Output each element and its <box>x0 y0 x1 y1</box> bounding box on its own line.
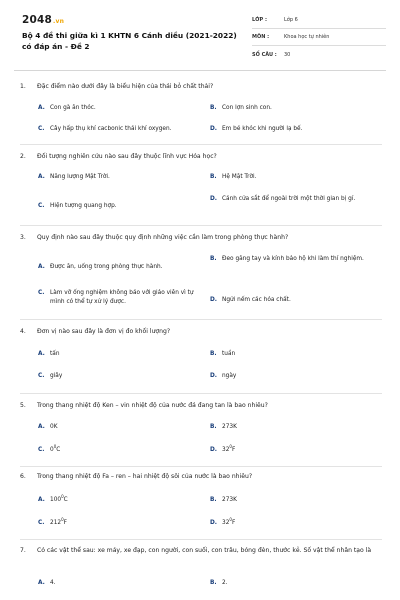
option-text: 0K <box>50 424 58 430</box>
question-text <box>20 327 380 336</box>
option-c[interactable] <box>38 372 198 381</box>
brand-suffix: .vn <box>53 18 65 25</box>
option-b[interactable] <box>210 173 382 182</box>
meta-label: MÔN : <box>252 34 270 40</box>
option-d[interactable] <box>210 125 382 134</box>
option-c[interactable] <box>38 202 198 211</box>
meta-value: 30 <box>284 51 291 58</box>
meta-row-subject <box>252 29 386 46</box>
option-letter: D. <box>210 520 218 526</box>
temperature-value: 32 <box>222 447 230 453</box>
option-c[interactable] <box>38 289 198 306</box>
option-letter: A. <box>38 497 45 503</box>
question-text <box>20 472 380 481</box>
option-letter: D. <box>210 126 218 132</box>
question-text <box>20 233 380 242</box>
document-title: Bộ 4 đề thi giữa kì 1 KHTN 6 Cánh diều (2021-2022) có đáp án - Đề 2 <box>22 31 237 51</box>
option-a[interactable] <box>38 104 198 113</box>
option-c[interactable] <box>38 446 198 455</box>
option-letter: D. <box>210 373 218 379</box>
question-number: 6. <box>20 473 26 480</box>
option-letter: A. <box>38 174 45 180</box>
option-a[interactable] <box>38 350 198 359</box>
option-text <box>50 446 198 455</box>
option-letter: C. <box>38 290 45 296</box>
temperature-unit: F <box>231 520 236 526</box>
question-text <box>20 152 380 161</box>
option-text: Hiện tượng quang hợp. <box>50 203 117 209</box>
option-text: Ngửi nếm các hóa chất. <box>222 297 291 303</box>
meta-table <box>252 12 386 63</box>
option-c[interactable] <box>38 125 198 134</box>
option-text <box>50 519 198 528</box>
question-2 <box>20 152 382 228</box>
option-text: Con lợn sinh con. <box>222 105 272 111</box>
question-divider <box>20 144 382 145</box>
brand-name: 2048 <box>22 14 53 26</box>
option-letter: A. <box>38 424 45 430</box>
option-letter: C. <box>38 126 45 132</box>
option-b[interactable] <box>210 423 382 432</box>
meta-label: LỚP : <box>252 17 267 23</box>
option-text <box>222 446 382 455</box>
meta-row-class <box>252 12 386 29</box>
question-text <box>20 546 380 555</box>
question-prompt: Có các vật thể sau: xe máy, xe đạp, con người, con suối, con trâu, bóng đèn, thước kẻ. Số vật thể nhân tạo là <box>37 547 372 554</box>
option-text: Được ăn, uống trong phòng thực hành. <box>50 264 163 270</box>
question-prompt: Trong thang nhiệt độ Fa – ren – hai nhiệt độ sôi của nước là bao nhiêu? <box>37 473 253 480</box>
option-a[interactable] <box>38 263 198 272</box>
question-divider <box>20 539 382 540</box>
option-b[interactable] <box>210 104 382 113</box>
option-text: Năng lượng Mặt Trời. <box>50 174 110 180</box>
option-text: giây <box>50 373 63 379</box>
option-text: tuần <box>222 351 236 357</box>
option-text: Cánh cửa sắt để ngoài trời một thời gian bị gỉ. <box>222 196 356 202</box>
temperature-unit: C <box>56 447 61 453</box>
degree-superscript: 0 <box>229 444 232 450</box>
option-letter: B. <box>210 105 217 111</box>
option-letter: D. <box>210 447 218 453</box>
option-b[interactable] <box>210 496 382 505</box>
option-b[interactable] <box>210 255 382 264</box>
option-letter: C. <box>38 520 45 526</box>
question-prompt: Đặc điểm nào dưới đây là biểu hiện của thái bỏ chất thải? <box>37 83 214 90</box>
option-text: 273K <box>222 424 237 430</box>
option-text: ngày <box>222 373 237 379</box>
option-text: Đeo găng tay và kính bảo hộ khi làm thí nghiệm. <box>222 256 364 262</box>
document-header <box>14 12 386 64</box>
degree-superscript: 0 <box>229 517 232 523</box>
question-7 <box>20 546 382 598</box>
question-6 <box>20 472 382 542</box>
option-d[interactable] <box>210 446 382 455</box>
option-letter: B. <box>210 497 217 503</box>
option-letter: B. <box>210 424 217 430</box>
brand-logo[interactable] <box>22 14 64 26</box>
question-prompt: Trong thang nhiệt độ Ken – vin nhiệt độ của nước đá đang tan là bao nhiêu? <box>37 402 268 409</box>
option-a[interactable] <box>38 579 198 588</box>
question-divider <box>20 225 382 226</box>
question-1 <box>20 82 382 146</box>
option-text: Làm vỡ ống nghiệm không báo với giáo viên vì tự mình có thể tự xử lý được. <box>50 290 194 305</box>
option-b[interactable] <box>210 350 382 359</box>
question-divider <box>20 466 382 467</box>
option-c[interactable] <box>38 519 198 528</box>
question-prompt: Đối tượng nghiên cứu nào sau đây thuộc lĩnh vực Hóa học? <box>37 153 217 160</box>
meta-label: SỐ CÂU : <box>252 51 277 58</box>
question-number: 4. <box>20 328 26 335</box>
header-divider <box>14 70 386 71</box>
option-b[interactable] <box>210 579 382 588</box>
meta-row-count <box>252 46 386 63</box>
temperature-value: 32 <box>222 520 230 526</box>
degree-superscript: 0 <box>61 517 64 523</box>
degree-superscript: 0 <box>61 494 64 500</box>
option-letter: A. <box>38 264 45 270</box>
option-d[interactable] <box>210 519 382 528</box>
option-letter: B. <box>210 351 217 357</box>
question-text <box>20 401 380 410</box>
option-a[interactable] <box>38 173 198 182</box>
question-number: 1. <box>20 83 26 90</box>
question-divider <box>20 393 382 394</box>
temperature-value: 100 <box>50 497 62 503</box>
meta-value: Lớp 6 <box>284 17 298 23</box>
question-prompt: Quy định nào sau đây thuộc quy định những việc cần làm trong phòng thực hành? <box>37 234 289 241</box>
option-a[interactable] <box>38 496 198 505</box>
option-letter: C. <box>38 203 45 209</box>
question-number: 2. <box>20 153 26 160</box>
question-divider <box>20 319 382 320</box>
option-letter: B. <box>210 174 217 180</box>
temperature-unit: F <box>63 520 67 526</box>
option-d[interactable] <box>210 372 382 381</box>
option-letter: C. <box>38 373 45 379</box>
option-a[interactable] <box>38 423 198 432</box>
question-number: 3. <box>20 234 26 241</box>
question-4 <box>20 327 382 395</box>
question-5 <box>20 401 382 469</box>
option-d[interactable] <box>210 195 382 204</box>
option-text: Con gà ăn thóc. <box>50 105 96 111</box>
question-number: 7. <box>20 547 26 554</box>
option-letter: D. <box>210 196 218 202</box>
option-text <box>50 496 198 505</box>
option-letter: A. <box>38 580 45 586</box>
question-prompt: Đơn vị nào sau đây là đơn vị đo khối lượng? <box>37 328 171 335</box>
degree-superscript: 0 <box>53 444 57 450</box>
question-text <box>20 82 380 91</box>
option-d[interactable] <box>210 296 382 305</box>
option-text: 2. <box>222 580 228 586</box>
option-text: 4. <box>50 580 56 586</box>
option-letter: A. <box>38 105 45 111</box>
temperature-value: 212 <box>50 520 62 526</box>
option-text: Em bé khóc khi người lạ bế. <box>222 126 303 132</box>
option-letter: D. <box>210 297 218 303</box>
option-letter: B. <box>210 256 217 262</box>
option-text: Cây hấp thụ khí cacbonic thải khí oxygen. <box>50 126 172 132</box>
option-text: tấn <box>50 351 60 357</box>
option-text <box>222 519 382 528</box>
option-letter: A. <box>38 351 45 357</box>
temperature-unit: C <box>63 497 68 503</box>
temperature-value: 0 <box>50 447 54 453</box>
question-number: 5. <box>20 402 26 409</box>
option-letter: B. <box>210 580 217 586</box>
temperature-unit: F <box>231 447 236 453</box>
question-3 <box>20 233 382 321</box>
option-letter: C. <box>38 447 45 453</box>
meta-value: Khoa học tự nhiên <box>284 34 330 40</box>
option-text: 273K <box>222 497 237 503</box>
option-text: Hệ Mặt Trời. <box>222 174 257 180</box>
